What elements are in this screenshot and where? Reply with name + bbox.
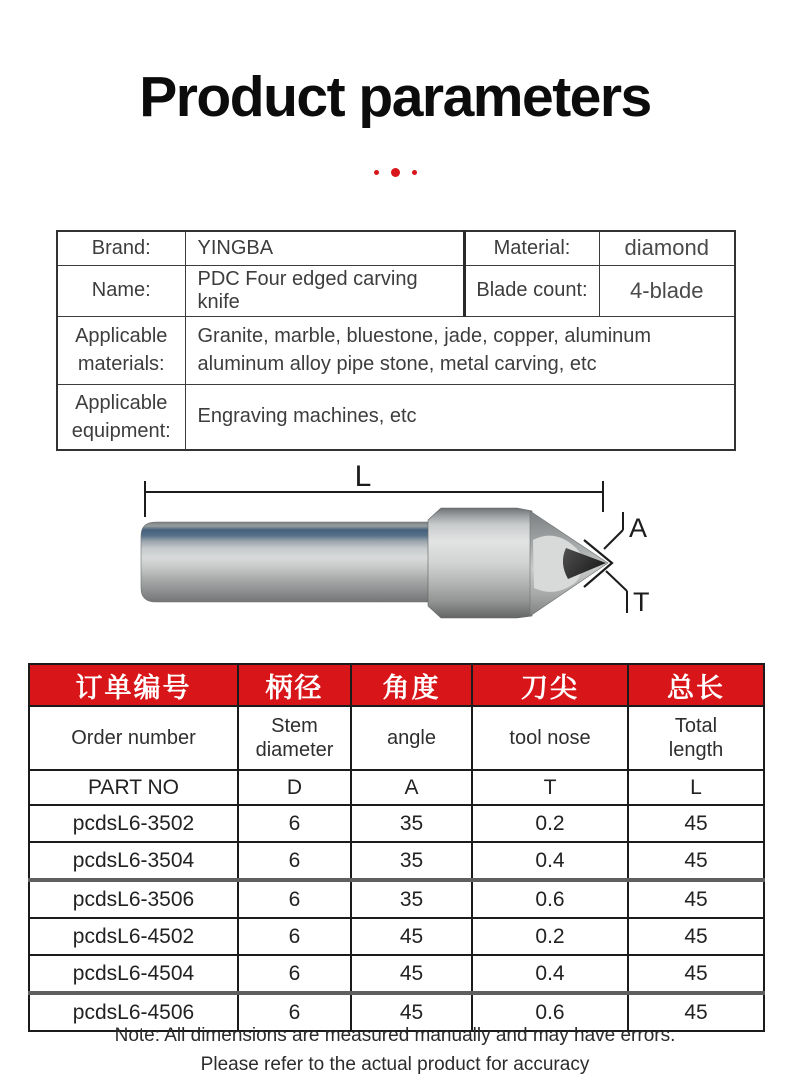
spec-header-cell: 刀尖: [472, 664, 628, 706]
dot-icon: [374, 170, 379, 175]
spec-cell: L: [628, 770, 764, 805]
info-row-name: [57, 265, 735, 316]
spec-cell: 45: [351, 993, 472, 1031]
spec-cell: PART NO: [29, 770, 238, 805]
page-title: Product parameters: [139, 65, 651, 129]
spec-row: [29, 805, 764, 842]
name-label: Name:: [57, 265, 185, 316]
spec-cell: 0.6: [472, 880, 628, 918]
spec-cell: 0.2: [472, 918, 628, 955]
spec-cell: 0.2: [472, 805, 628, 842]
spec-cell: 6: [238, 805, 351, 842]
info-row-equipment: [57, 384, 735, 450]
spec-header-cn: [29, 664, 764, 706]
material-label: Material:: [464, 231, 599, 265]
spec-cell: 6: [238, 993, 351, 1031]
blade-count-label: Blade count:: [464, 265, 599, 316]
spec-cell: pcdsL6-3506: [29, 880, 238, 918]
note-line-1: Note: All dimensions are measured manually and may have errors.: [114, 1025, 676, 1046]
spec-cell: 45: [628, 842, 764, 880]
spec-cell: 45: [628, 880, 764, 918]
tool-collar: [428, 508, 532, 618]
spec-header-cell: 总长: [628, 664, 764, 706]
spec-cell: 6: [238, 880, 351, 918]
equipment-label: Applicable equipment:: [57, 384, 185, 450]
brand-value: YINGBA: [185, 231, 464, 265]
spec-cell: D: [238, 770, 351, 805]
note-line-2: Please refer to the actual product for accuracy: [200, 1054, 590, 1075]
spec-cell: T: [472, 770, 628, 805]
spec-header-cell: Order number: [29, 706, 238, 770]
spec-cell: 45: [628, 993, 764, 1031]
spec-row: [29, 955, 764, 993]
spec-cell: 45: [351, 955, 472, 993]
spec-cell: 0.4: [472, 955, 628, 993]
spec-row: [29, 842, 764, 880]
info-row-materials: [57, 316, 735, 384]
dimension-L-label: L: [354, 460, 372, 493]
tip-T-leader: [606, 571, 627, 591]
disclaimer-note: [0, 1021, 790, 1079]
tool-shank: [141, 522, 430, 602]
spec-table: [28, 663, 765, 1032]
tip-T-label: T: [633, 587, 650, 617]
product-diagram: [0, 450, 790, 650]
spec-subheader: [29, 770, 764, 805]
spec-header-cell: 订单编号: [29, 664, 238, 706]
spec-cell: 35: [351, 805, 472, 842]
spec-header-cell: 角度: [351, 664, 472, 706]
spec-cell: 45: [628, 955, 764, 993]
spec-cell: 6: [238, 955, 351, 993]
spec-cell: pcdsL6-4504: [29, 955, 238, 993]
spec-cell: 0.4: [472, 842, 628, 880]
spec-header-en: [29, 706, 764, 770]
materials-value: Granite, marble, bluestone, jade, copper, aluminum aluminum alloy pipe stone, metal carving, etc: [185, 316, 735, 384]
spec-cell: 45: [628, 918, 764, 955]
info-row-brand: [57, 231, 735, 265]
spec-cell: 35: [351, 880, 472, 918]
spec-cell: pcdsL6-3502: [29, 805, 238, 842]
blade-count-value: 4-blade: [599, 265, 735, 316]
spec-cell: A: [351, 770, 472, 805]
spec-row: [29, 880, 764, 918]
material-value: diamond: [599, 231, 735, 265]
spec-header-cell: 柄径: [238, 664, 351, 706]
spec-cell: pcdsL6-3504: [29, 842, 238, 880]
info-table: [56, 230, 736, 451]
angle-A-leader: [604, 530, 623, 549]
spec-cell: 45: [628, 805, 764, 842]
spec-cell: pcdsL6-4506: [29, 993, 238, 1031]
title-divider-dots: [0, 168, 790, 177]
spec-cell: pcdsL6-4502: [29, 918, 238, 955]
spec-cell: 35: [351, 842, 472, 880]
spec-cell: 6: [238, 842, 351, 880]
spec-header-cell: Total length: [628, 706, 764, 770]
spec-header-cell: Stem diameter: [238, 706, 351, 770]
dot-icon: [412, 170, 417, 175]
equipment-value: Engraving machines, etc: [185, 384, 735, 450]
spec-cell: 45: [351, 918, 472, 955]
spec-header-cell: tool nose: [472, 706, 628, 770]
dot-icon: [391, 168, 400, 177]
angle-A-label: A: [629, 513, 648, 543]
spec-cell: 0.6: [472, 993, 628, 1031]
spec-cell: 6: [238, 918, 351, 955]
name-value: PDC Four edged carving knife: [185, 265, 464, 316]
spec-header-cell: angle: [351, 706, 472, 770]
brand-label: Brand:: [57, 231, 185, 265]
spec-row: [29, 918, 764, 955]
materials-label: Applicable materials:: [57, 316, 185, 384]
